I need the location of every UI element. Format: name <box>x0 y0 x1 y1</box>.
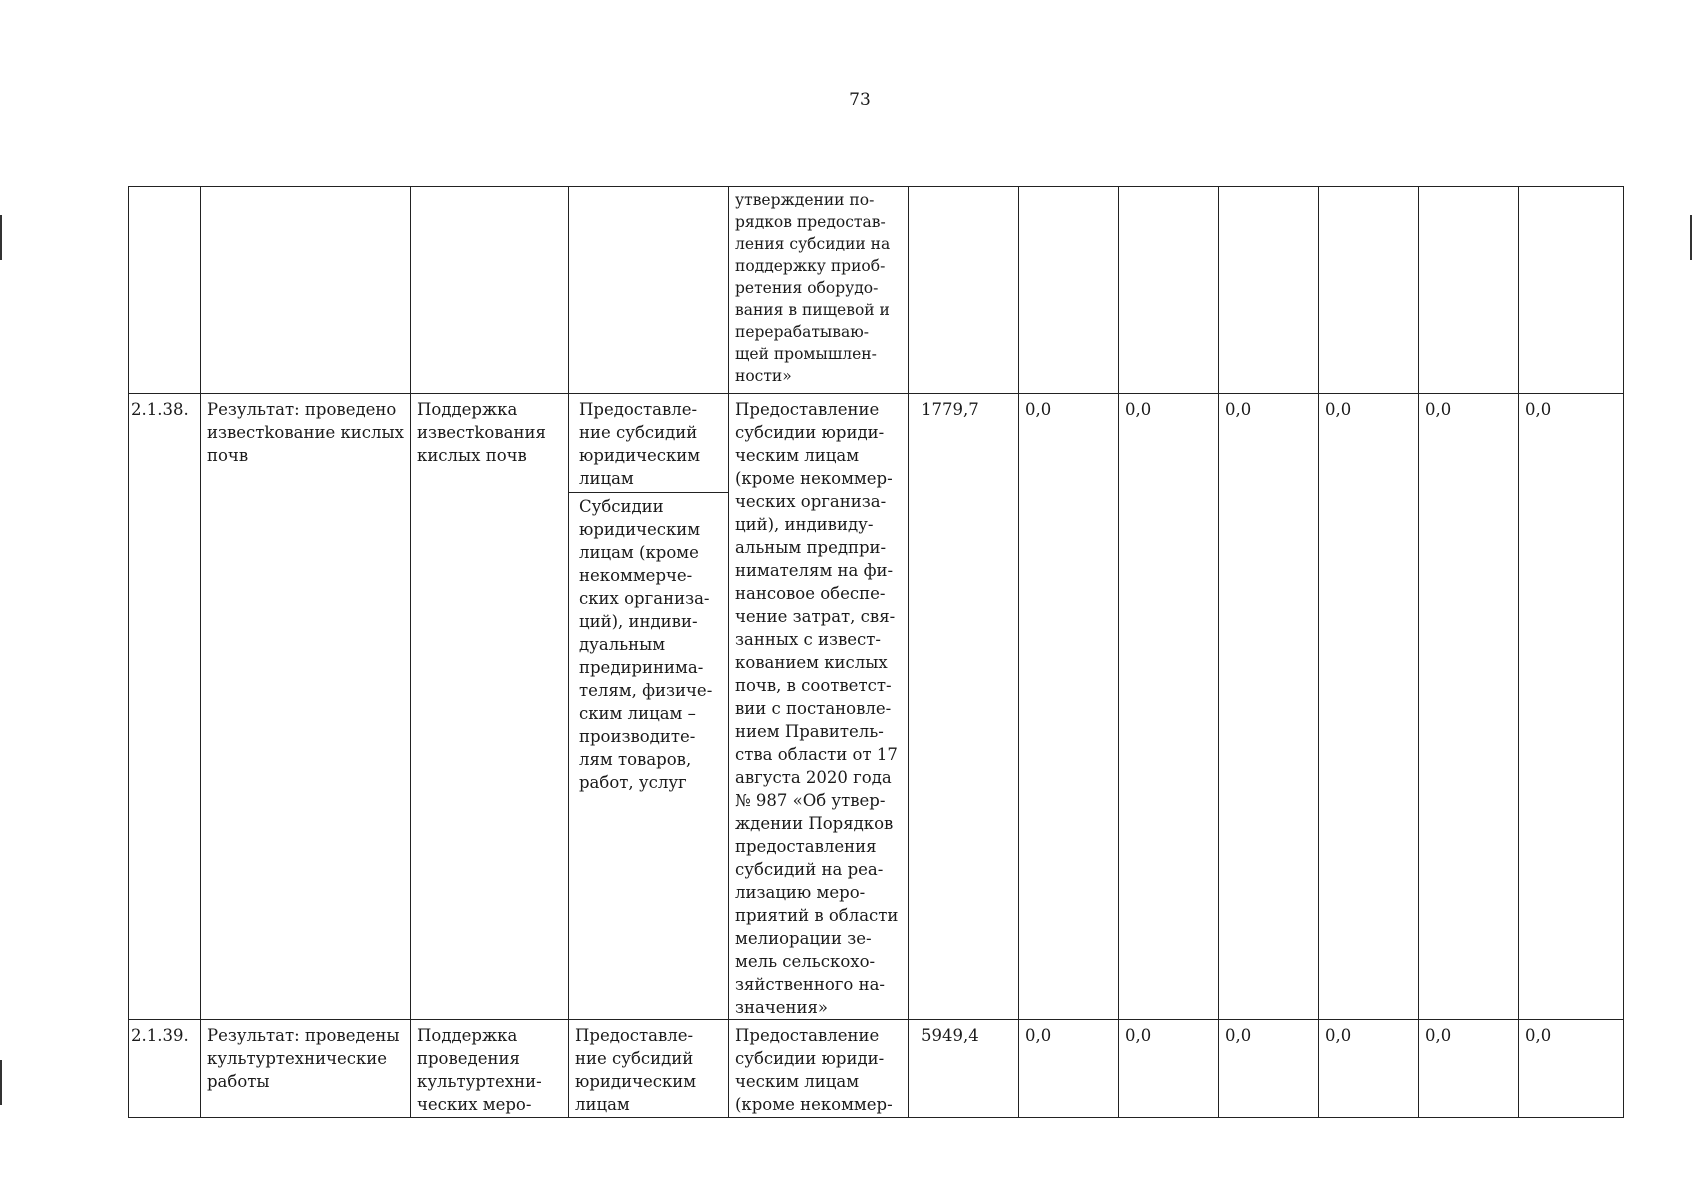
type-subsidy-detail: Субсидии юридическим лицам (кроме некоммерче- ских организа- ций), индиви- дуальным предиринима- телям, физиче- ским лицам – производите- лям товаров, работ, услуг <box>579 497 713 792</box>
value-year: 0,0 <box>1119 1020 1219 1118</box>
cell-description: Предоставление субсидии юриди- ческим лицам (кроме некоммер- <box>729 1020 909 1118</box>
scan-edge-mark <box>0 1060 2 1105</box>
cell-value <box>1319 187 1419 394</box>
value-year: 0,0 <box>1019 394 1119 1020</box>
value-year: 0,0 <box>1019 1020 1119 1118</box>
table-row-2-1-38 <box>129 394 1624 1020</box>
cell-result: Результат: проведены культуртехнические работы <box>201 1020 411 1118</box>
value-year: 0,0 <box>1119 394 1219 1020</box>
value-year: 0,0 <box>1319 394 1419 1020</box>
table-row-2-1-39 <box>129 1020 1624 1118</box>
cell-support: Поддержка известkования кислых почв <box>411 394 569 1020</box>
cell-value <box>1519 187 1624 394</box>
table-row-continuation <box>129 187 1624 394</box>
cell-support <box>411 187 569 394</box>
value-year: 0,0 <box>1219 1020 1319 1118</box>
page-number: 73 <box>849 90 871 110</box>
scan-edge-mark <box>0 215 2 260</box>
cell-value <box>1019 187 1119 394</box>
cell-result <box>201 187 411 394</box>
cell-value <box>1119 187 1219 394</box>
cell-type <box>569 187 729 394</box>
value-year: 0,0 <box>1219 394 1319 1020</box>
cell-type: Предоставле- ние субсидий юридическим лицам <box>569 1020 729 1118</box>
value-year: 0,0 <box>1419 394 1519 1020</box>
value-year: 0,0 <box>1319 1020 1419 1118</box>
row-number: 2.1.39. <box>129 1020 201 1118</box>
cell-support: Поддержка проведения культуртехни- ческих меро- <box>411 1020 569 1118</box>
value-year: 0,0 <box>1519 394 1624 1020</box>
cell-description: утверждении по- рядков предостав- ления субсидии на поддержку приоб- ретения оборудо- вания в пищевой и перерабатываю- щей промышлен- ности» <box>729 187 909 394</box>
scan-edge-mark <box>1690 215 1692 260</box>
cell-description: Предоставление субсидии юриди- ческим лицам (кроме некоммер- ческих организа- ций), индивиду- альным предпри- нимателям на фи- нансовое обеспе- чение затрат, свя- занных с извест- кованием кислых почв, в соответст- вии с постановле- нием Правитель- ства области от 17 августа 2020 года № 987 «Об утвер- ждении Порядков предоставления субсидий на реа- лизацию меро- приятий в области мелиорации зе- мель сельскохо- зяйственного на- значения» <box>729 394 909 1020</box>
value-year: 0,0 <box>1419 1020 1519 1118</box>
cell-value <box>909 187 1019 394</box>
budget-table <box>128 186 1624 1118</box>
type-subsidy-legal: Предоставле- ние субсидий юридическим лицам <box>569 394 728 493</box>
cell-type <box>569 394 729 1020</box>
row-number: 2.1.38. <box>129 394 201 1020</box>
cell-num <box>129 187 201 394</box>
value-total: 1779,7 <box>909 394 1019 1020</box>
cell-value <box>1219 187 1319 394</box>
value-year: 0,0 <box>1519 1020 1624 1118</box>
cell-result: Результат: проведено известkование кислых почв <box>201 394 411 1020</box>
value-total: 5949,4 <box>909 1020 1019 1118</box>
cell-value <box>1419 187 1519 394</box>
